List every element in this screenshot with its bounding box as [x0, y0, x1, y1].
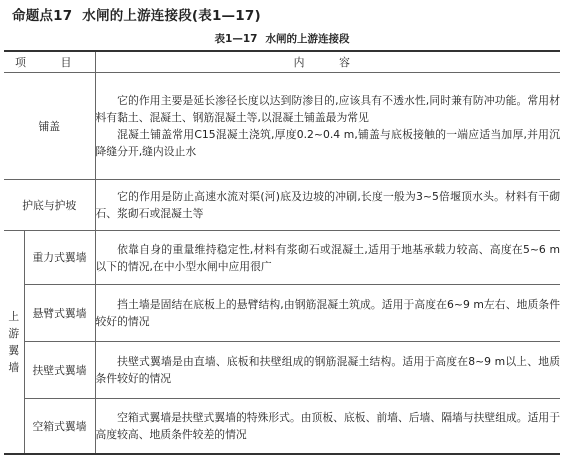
pavement-paragraph-1: 它的作用主要是延长渗径长度以达到防渗目的,应该具有不透水性,同时兼有防冲功能。常用材料有黏土、混凝土、钢筋混凝土等,以混凝土铺盖最为常见 [95, 94, 561, 124]
pavement-content [95, 73, 560, 180]
table-row-apron [4, 180, 560, 231]
gravity-wingwall-text: 依靠自身的重量维持稳定性,材料有浆砌石或混凝土,适用于地基承载力较高、高度在5~6 m以下的情况,在中小型水闸中应用很广 [95, 242, 561, 273]
heading-title: 水闸的上游连接段(表1—17) [82, 8, 261, 24]
pavement-label: 铺盖 [4, 73, 95, 180]
cantilever-wingwall-label: 悬臂式翼墙 [24, 285, 95, 342]
upstream-wingwall-group-label [4, 231, 24, 455]
gravity-wingwall-content [95, 231, 560, 285]
group-char-1: 上 [8, 310, 20, 323]
cantilever-wingwall-content [95, 285, 560, 342]
table-caption [0, 31, 564, 46]
upstream-connection-table [4, 50, 560, 455]
buttress-wingwall-content [95, 342, 560, 399]
table-row-cantilever-wingwall [4, 285, 560, 342]
apron-content [95, 180, 560, 231]
caption-title: 水闸的上游连接段 [265, 33, 350, 45]
group-char-3: 翼 [8, 344, 20, 357]
hollow-box-wingwall-label: 空箱式翼墙 [24, 399, 95, 455]
table-row-pavement [4, 73, 560, 180]
hollow-box-wingwall-text: 空箱式翼墙是扶壁式翼墙的特殊形式。由顶板、底板、前墙、后墙、隔墙与扶壁组成。适用于高度较高、地质条件较差的情况 [95, 411, 561, 441]
caption-number: 表1—17 [214, 33, 258, 45]
apron-text: 它的作用是防止高速水流对渠(河)底及边坡的冲刷,长度一般为3~5倍堰顶水头。材料有干砌石、浆砌石或混凝土等 [95, 190, 561, 220]
section-heading [12, 4, 261, 24]
table-row-gravity-wingwall [4, 231, 560, 285]
header-content: 内 容 [95, 51, 560, 73]
header-item: 项 目 [4, 51, 95, 73]
cantilever-wingwall-text: 挡土墙是固结在底板上的悬臂结构,由钢筋混凝土筑成。适用于高度在6~9 m左右、地质条件较好的情况 [95, 298, 561, 328]
table-row-buttress-wingwall [4, 342, 560, 399]
table-header-row [4, 51, 560, 73]
hollow-box-wingwall-content [95, 399, 560, 455]
pavement-paragraph-2: 混凝土铺盖常用C15混凝土浇筑,厚度0.2~0.4 m,铺盖与底板接触的一端应适当加厚,并用沉降缝分开,缝内设止水 [95, 128, 561, 158]
group-char-2: 游 [8, 327, 20, 340]
table-row-hollow-box-wingwall [4, 399, 560, 455]
apron-label: 护底与护坡 [4, 180, 95, 231]
heading-point: 命题点17 [12, 8, 73, 24]
buttress-wingwall-text: 扶壁式翼墙是由直墙、底板和扶壁组成的钢筋混凝土结构。适用于高度在8~9 m以上、地质条件较好的情况 [95, 355, 561, 385]
gravity-wingwall-label: 重力式翼墙 [24, 231, 95, 285]
buttress-wingwall-label: 扶壁式翼墙 [24, 342, 95, 399]
group-char-4: 墙 [8, 361, 20, 374]
